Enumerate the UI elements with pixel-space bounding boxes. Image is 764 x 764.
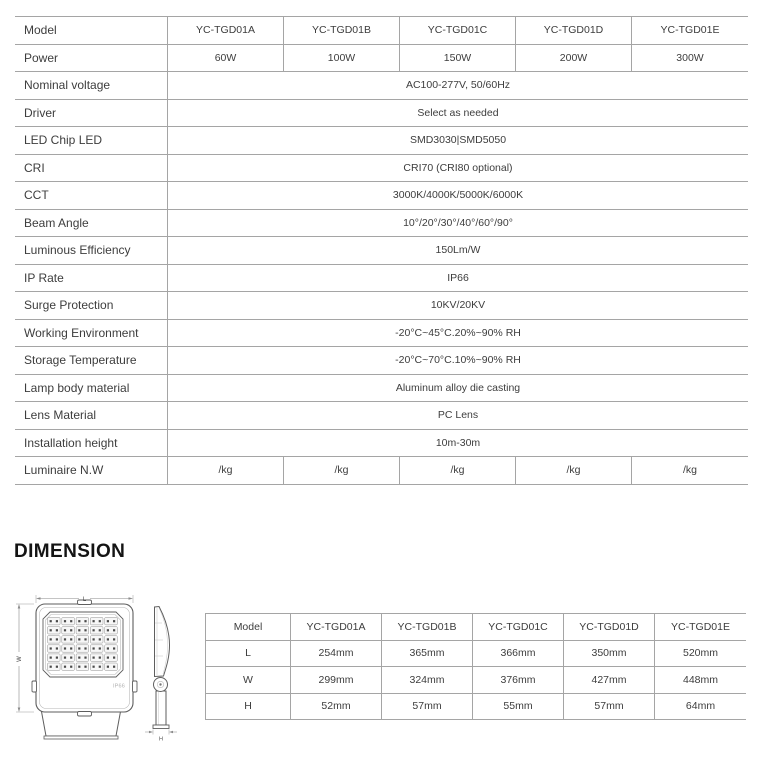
- dim-value-cell: 427mm: [564, 667, 655, 693]
- spec-row: [15, 17, 748, 45]
- dim-header-cell: Model: [206, 614, 291, 640]
- spec-value-cell: /kg: [168, 457, 284, 484]
- spec-row: [15, 347, 748, 375]
- dim-value-cell: 520mm: [682, 647, 718, 660]
- dim-value-cell: 57mm: [382, 694, 473, 720]
- spec-row-label: CCT: [15, 182, 168, 209]
- spec-value-cell: 200W: [516, 45, 632, 72]
- spec-value-cell: /kg: [284, 457, 400, 484]
- dim-value-cell: 52mm: [291, 694, 382, 720]
- spec-row-label: Nominal voltage: [15, 72, 168, 99]
- dim-value-cell: 350mm: [564, 641, 655, 667]
- left-clip: [32, 681, 37, 692]
- product-drawing: [12, 588, 208, 760]
- spec-row-label: Beam Angle: [15, 210, 168, 237]
- dim-row-label: H: [206, 694, 291, 720]
- spec-value-merged: AC100-277V, 50/60Hz: [405, 79, 511, 92]
- dim-row-label: W: [206, 667, 291, 693]
- spec-table: [15, 16, 748, 485]
- spec-value-cell: YC-TGD01B: [284, 17, 400, 44]
- spec-value-cell: YC-TGD01D: [516, 17, 632, 44]
- spec-value-merged: -20°C~70°C.10%~90% RH: [395, 354, 521, 367]
- spec-row-label: LED Chip LED: [15, 127, 168, 154]
- width-dimension: [16, 604, 34, 712]
- floodlight-line-drawing: [12, 588, 208, 760]
- spec-value-cell: YC-TGD01E: [660, 24, 720, 37]
- dim-header-row: [206, 614, 746, 641]
- side-bracket-arm: [156, 691, 166, 725]
- height-dimension: [145, 730, 177, 743]
- spec-value-cell: /kg: [682, 464, 697, 477]
- dim-value-cell: 64mm: [685, 700, 716, 713]
- spec-row: [15, 72, 748, 100]
- dim-row: [206, 641, 746, 668]
- side-foot: [153, 725, 169, 729]
- spec-value-cell: /kg: [516, 457, 632, 484]
- height-dim-label: H: [159, 736, 163, 743]
- width-dim-label: W: [17, 656, 23, 662]
- spec-row: [15, 45, 748, 73]
- spec-row-label: Working Environment: [15, 320, 168, 347]
- length-dimension: [36, 595, 133, 603]
- spec-value-merged: 10°/20°/30°/40°/60°/90°: [403, 216, 513, 229]
- length-dim-label: L: [82, 596, 87, 603]
- dim-row: [206, 694, 746, 721]
- dim-header-cell: YC-TGD01C: [473, 614, 564, 640]
- spec-value-merged: IP66: [447, 271, 469, 284]
- dim-header-cell: YC-TGD01E: [671, 620, 730, 633]
- spec-row-label: Luminaire N.W: [15, 457, 168, 484]
- dim-header-cell: YC-TGD01B: [382, 614, 473, 640]
- spec-row: [15, 292, 748, 320]
- spec-value-cell: 300W: [676, 51, 704, 64]
- spec-row: [15, 210, 748, 238]
- spec-row: [15, 127, 748, 155]
- ip66-label: IP66: [112, 683, 126, 690]
- spec-value-cell: 60W: [168, 45, 284, 72]
- spec-row-label: Surge Protection: [15, 292, 168, 319]
- spec-row: [15, 237, 748, 265]
- bottom-tab: [78, 712, 92, 717]
- dim-value-cell: 448mm: [682, 673, 718, 686]
- spec-row: [15, 375, 748, 403]
- spec-value-merged: 3000K/4000K/5000K/6000K: [392, 189, 524, 202]
- spec-row: [15, 100, 748, 128]
- dimension-table: [205, 613, 746, 720]
- spec-value-merged: PC Lens: [437, 409, 479, 422]
- dim-value-cell: 376mm: [473, 667, 564, 693]
- spec-row-label: Driver: [15, 100, 168, 127]
- spec-row: [15, 457, 748, 485]
- dim-value-cell: 254mm: [291, 641, 382, 667]
- front-view: [16, 595, 137, 739]
- spec-row-label: Luminous Efficiency: [15, 237, 168, 264]
- spec-row-label: Lens Material: [15, 402, 168, 429]
- spec-row: [15, 320, 748, 348]
- spec-row-label: Power: [15, 45, 168, 72]
- dim-value-cell: 55mm: [473, 694, 564, 720]
- spec-value-cell: YC-TGD01C: [400, 17, 516, 44]
- spec-row: [15, 265, 748, 293]
- spec-value-cell: YC-TGD01A: [168, 17, 284, 44]
- spec-row: [15, 155, 748, 183]
- side-view: [145, 607, 177, 743]
- spec-value-merged: Aluminum alloy die casting: [395, 381, 521, 394]
- spec-value-cell: 100W: [284, 45, 400, 72]
- dim-header-cell: YC-TGD01D: [564, 614, 655, 640]
- dim-value-cell: 299mm: [291, 667, 382, 693]
- right-clip: [133, 681, 138, 692]
- spec-row: [15, 402, 748, 430]
- dim-row-label: L: [206, 641, 291, 667]
- spec-row-label: Installation height: [15, 430, 168, 457]
- spec-row: [15, 182, 748, 210]
- spec-value-merged: 10KV/20KV: [430, 299, 486, 312]
- spec-value-merged: 150Lm/W: [435, 244, 481, 257]
- spec-value-merged: Select as needed: [417, 106, 499, 119]
- dim-value-cell: 365mm: [382, 641, 473, 667]
- dim-value-cell: 366mm: [473, 641, 564, 667]
- spec-row: [15, 430, 748, 458]
- spec-value-merged: 10m-30m: [435, 436, 481, 449]
- spec-row-label: Storage Temperature: [15, 347, 168, 374]
- dim-header-cell: YC-TGD01A: [291, 614, 382, 640]
- spec-value-merged: SMD3030|SMD5050: [409, 134, 507, 147]
- spec-row-label: Lamp body material: [15, 375, 168, 402]
- spec-value-merged: -20°C~45°C.20%~90% RH: [395, 326, 521, 339]
- spec-value-cell: /kg: [400, 457, 516, 484]
- spec-row-label: Model: [15, 17, 168, 44]
- spec-row-label: IP Rate: [15, 265, 168, 292]
- spec-row-label: CRI: [15, 155, 168, 182]
- dim-value-cell: 324mm: [382, 667, 473, 693]
- dimension-section-title: DIMENSION: [14, 541, 126, 562]
- spec-value-cell: 150W: [400, 45, 516, 72]
- spec-value-merged: CRI70 (CRI80 optional): [403, 161, 513, 174]
- bracket-foot: [44, 736, 118, 739]
- dim-value-cell: 57mm: [564, 694, 655, 720]
- dim-row: [206, 667, 746, 694]
